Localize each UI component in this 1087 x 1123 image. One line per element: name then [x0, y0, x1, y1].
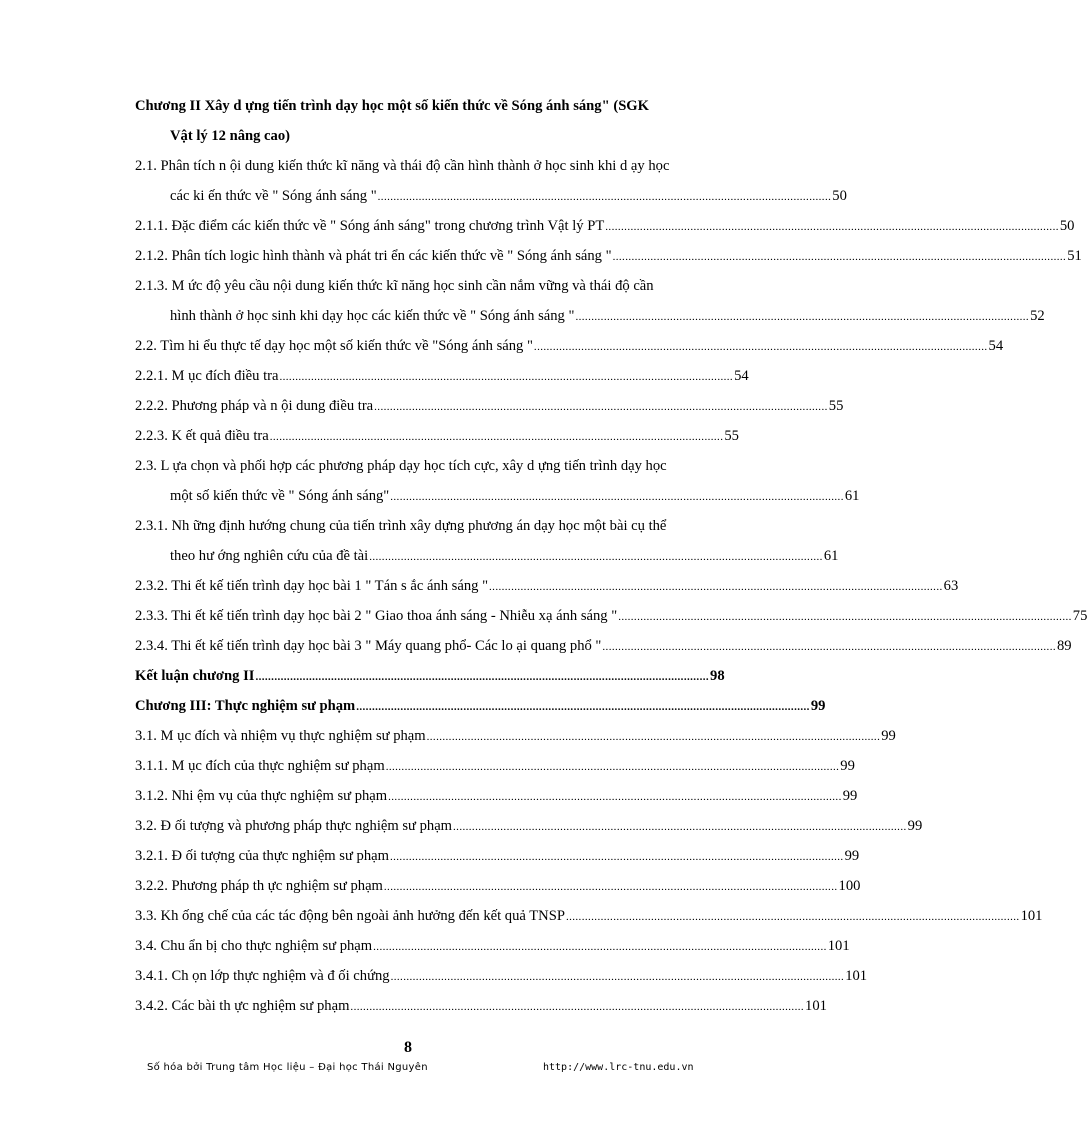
- toc-entry-2-2-2[interactable]: [135, 396, 844, 417]
- toc-page-number: 75: [1072, 608, 1087, 624]
- toc-entry-conclusion-ch2[interactable]: [135, 666, 725, 687]
- toc-page-number: 101: [845, 968, 868, 984]
- toc-entry-3-4-1[interactable]: [135, 966, 868, 987]
- toc-leader-dots: ................................................................................................................................................: [385, 761, 840, 773]
- toc-leader-dots: ................................................................................................................................................: [350, 1001, 805, 1013]
- toc-entry-text: một số kiến thức về " Sóng ánh sáng": [170, 488, 390, 504]
- toc-entry-text: 2.2.1. M ục đích điều tra: [135, 368, 279, 384]
- toc-entry-chapter-3[interactable]: [135, 696, 826, 717]
- toc-entry-2-2[interactable]: [135, 336, 1004, 357]
- toc-leader-dots: ................................................................................................................................................: [489, 581, 943, 593]
- toc-entry-3-1[interactable]: [135, 726, 896, 747]
- toc-page-number: 50: [1059, 218, 1075, 234]
- toc-page-number: 55: [828, 398, 844, 414]
- toc-entry-text: Kết luận chương II: [135, 668, 255, 684]
- toc-entry-text: 3.1. M ục đích và nhiệm vụ thực nghiệm sư phạm: [135, 728, 426, 744]
- toc-page-number: 54: [734, 368, 749, 384]
- toc-leader-dots: ................................................................................................................................................: [390, 971, 845, 983]
- toc-leader-dots: ................................................................................................................................................: [269, 431, 724, 443]
- toc-page-number: 99: [907, 818, 923, 834]
- toc-entry-2-2-3[interactable]: [135, 426, 739, 447]
- toc-entry-2-3[interactable]: [170, 486, 860, 507]
- toc-page-number: 89: [1057, 638, 1072, 654]
- toc-entry-2-3-1-line1: 2.3.1. Nh ững định hướng chung của tiến trình xây dựng phương án dạy học một bài cụ thể: [135, 518, 667, 534]
- toc-leader-dots: ................................................................................................................................................: [356, 701, 810, 713]
- toc-entry-2-3-line1: 2.3. L ựa chọn và phối hợp các phương pháp dạy học tích cực, xây d ựng tiến trình dạy học: [135, 458, 667, 474]
- toc-entry-3-2-2[interactable]: [135, 876, 861, 897]
- toc-leader-dots: ................................................................................................................................................: [605, 221, 1059, 233]
- toc-leader-dots: ................................................................................................................................................: [377, 191, 832, 203]
- toc-entry-text: 3.2.2. Phương pháp th ực nghiệm sư phạm: [135, 878, 383, 894]
- toc-leader-dots: ................................................................................................................................................: [255, 671, 710, 683]
- toc-entry-text: 2.3.4. Thi ết kế tiến trình dạy học bài 3 " Máy quang phổ- Các lo ại quang phổ ": [135, 638, 602, 654]
- toc-leader-dots: ................................................................................................................................................: [279, 371, 734, 383]
- toc-entry-text: 2.2.2. Phương pháp và n ội dung điều tra: [135, 398, 374, 414]
- toc-page-number: 99: [840, 758, 855, 774]
- toc-page-number: 99: [881, 728, 896, 744]
- toc-leader-dots: ................................................................................................................................................: [373, 941, 827, 953]
- toc-entry-2-3-1[interactable]: [170, 546, 839, 567]
- toc-leader-dots: ................................................................................................................................................: [612, 251, 1067, 263]
- toc-page-number: 61: [823, 548, 839, 564]
- toc-entry-text: 3.3. Kh ống chế của các tác động bên ngoài ảnh hưởng đến kết quả TNSP: [135, 908, 565, 924]
- toc-entry-2-1-3-line1: 2.1.3. M ức độ yêu cầu nội dung kiến thức kĩ năng học sinh cần nắm vững và thái độ cần: [135, 278, 654, 294]
- toc-entry-3-3[interactable]: [135, 906, 1043, 927]
- toc-entry-2-1-line1: 2.1. Phân tích n ội dung kiến thức kĩ năng và thái độ cần hình thành ở học sinh khi d ạy học: [135, 158, 670, 174]
- footer-url[interactable]: http://www.lrc-tnu.edu.vn: [543, 1062, 694, 1073]
- footer-credit: Số hóa bởi Trung tâm Học liệu – Đại học Thái Nguyên: [147, 1062, 428, 1073]
- toc-page-number: 100: [838, 878, 861, 894]
- toc-entry-text: 2.1.2. Phân tích logic hình thành và phát tri ển các kiến thức về " Sóng ánh sáng ": [135, 248, 612, 264]
- toc-entry-2-3-3[interactable]: [135, 606, 1087, 627]
- toc-entry-text: các ki ến thức về " Sóng ánh sáng ": [170, 188, 377, 204]
- toc-entry-3-1-1[interactable]: [135, 756, 855, 777]
- toc-entry-2-3-2[interactable]: [135, 576, 959, 597]
- toc-entry-text: Chương III: Thực nghiệm sư phạm: [135, 698, 356, 714]
- toc-leader-dots: ................................................................................................................................................: [369, 551, 823, 563]
- toc-entry-2-1-2[interactable]: [135, 246, 1082, 267]
- toc-entry-2-2-1[interactable]: [135, 366, 749, 387]
- toc-entry-3-1-2[interactable]: [135, 786, 858, 807]
- toc-entry-text: 3.2. Đ ối tượng và phương pháp thực nghiệm sư phạm: [135, 818, 453, 834]
- toc-entry-text: hình thành ở học sinh khi dạy học các kiến thức về " Sóng ánh sáng ": [170, 308, 575, 324]
- toc-leader-dots: ................................................................................................................................................: [533, 341, 988, 353]
- toc-entry-3-2[interactable]: [135, 816, 923, 837]
- toc-entry-text: 2.3.3. Thi ết kế tiến trình dạy học bài 2 " Giao thoa ánh sáng - Nhiễu xạ ánh sáng ": [135, 608, 618, 624]
- toc-page-number: 101: [1020, 908, 1043, 924]
- toc-page-number: 50: [832, 188, 847, 204]
- toc-entry-text: 3.4.2. Các bài th ực nghiệm sư phạm: [135, 998, 350, 1014]
- toc-page-number: 99: [842, 788, 858, 804]
- toc-entry-text: 2.1.1. Đặc điểm các kiến thức về " Sóng ánh sáng" trong chương trình Vật lý PT: [135, 218, 605, 234]
- toc-leader-dots: ................................................................................................................................................: [602, 641, 1056, 653]
- toc-leader-dots: ................................................................................................................................................: [426, 731, 881, 743]
- chapter-title-line2: Vật lý 12 nâng cao): [170, 128, 290, 144]
- chapter-title-line1: Chương II Xây d ựng tiến trình dạy học một số kiến thức về Sóng ánh sáng" (SGK: [135, 98, 650, 114]
- toc-page-number: 63: [943, 578, 959, 594]
- toc-leader-dots: ................................................................................................................................................: [383, 881, 838, 893]
- toc-entry-text: theo hư ớng nghiên cứu của đề tài: [170, 548, 369, 564]
- toc-page-number: 99: [844, 848, 860, 864]
- page-number: 8: [404, 1039, 412, 1056]
- toc-entry-2-1-1[interactable]: [135, 216, 1075, 237]
- toc-leader-dots: ................................................................................................................................................: [618, 611, 1072, 623]
- toc-entry-3-4-2[interactable]: [135, 996, 827, 1017]
- toc-entry-text: 3.1.1. M ục đích của thực nghiệm sư phạm: [135, 758, 385, 774]
- toc-leader-dots: ................................................................................................................................................: [453, 821, 907, 833]
- toc-entry-text: 2.2. Tìm hi ểu thực tế dạy học một số kiến thức về "Sóng ánh sáng ": [135, 338, 533, 354]
- toc-entry-3-2-1[interactable]: [135, 846, 860, 867]
- toc-leader-dots: ................................................................................................................................................: [388, 791, 842, 803]
- toc-entry-text: 2.3.2. Thi ết kế tiến trình dạy học bài 1 " Tán s ắc ánh sáng ": [135, 578, 489, 594]
- toc-page-number: 98: [710, 668, 725, 684]
- toc-page-number: 99: [810, 698, 826, 714]
- toc-entry-2-3-4[interactable]: [135, 636, 1072, 657]
- toc-page-number: 55: [724, 428, 739, 444]
- toc-leader-dots: ................................................................................................................................................: [565, 911, 1020, 923]
- toc-entry-text: 3.4.1. Ch ọn lớp thực nghiệm và đ ối chứng: [135, 968, 390, 984]
- toc-entry-2-1[interactable]: [170, 186, 847, 207]
- toc-leader-dots: ................................................................................................................................................: [389, 851, 844, 863]
- toc-entry-text: 2.2.3. K ết quả điều tra: [135, 428, 269, 444]
- toc-entry-text: 3.4. Chu ẩn bị cho thực nghiệm sư phạm: [135, 938, 373, 954]
- toc-leader-dots: ................................................................................................................................................: [575, 311, 1030, 323]
- toc-page-number: 54: [988, 338, 1004, 354]
- toc-page-number: 51: [1067, 248, 1082, 264]
- toc-page-number: 101: [805, 998, 827, 1014]
- toc-leader-dots: ................................................................................................................................................: [390, 491, 844, 503]
- toc-page-number: 52: [1030, 308, 1045, 324]
- toc-leader-dots: ................................................................................................................................................: [374, 401, 828, 413]
- toc-entry-text: 3.1.2. Nhi ệm vụ của thực nghiệm sư phạm: [135, 788, 388, 804]
- toc-entry-2-1-3[interactable]: [170, 306, 1045, 327]
- toc-entry-3-4[interactable]: [135, 936, 850, 957]
- toc-entry-text: 3.2.1. Đ ối tượng của thực nghiệm sư phạm: [135, 848, 389, 864]
- toc-page-number: 61: [844, 488, 860, 504]
- toc-page-number: 101: [827, 938, 850, 954]
